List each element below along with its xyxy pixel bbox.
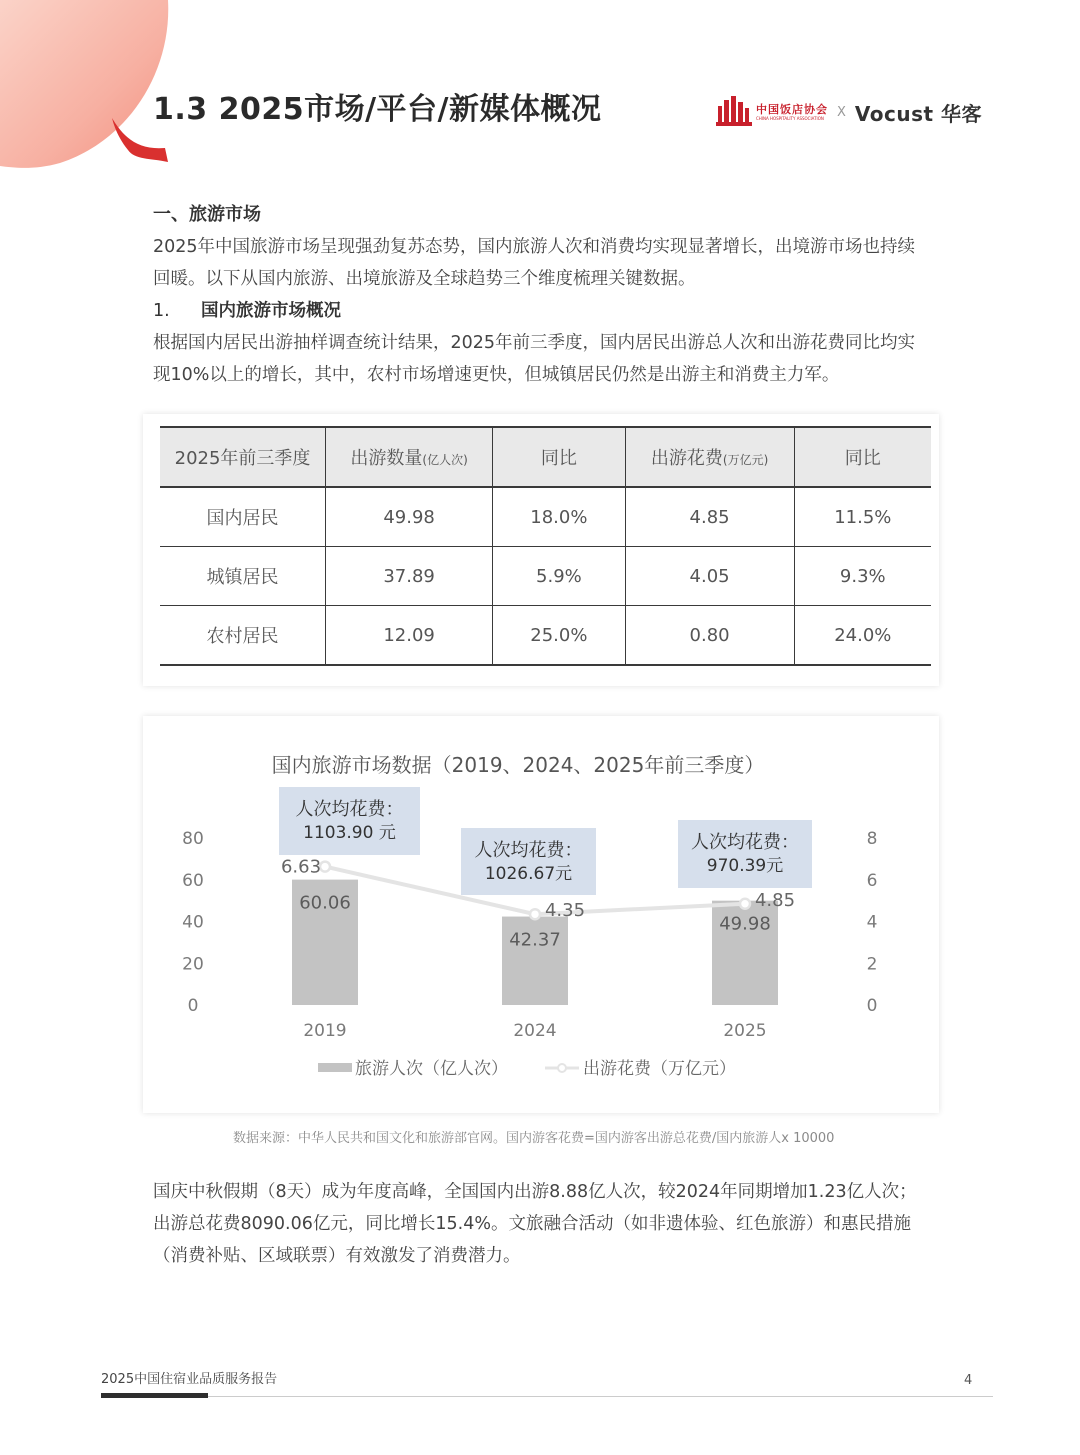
sub-heading-number: 1. (153, 301, 170, 321)
row-spend-yoy: 24.0% (794, 606, 931, 666)
tourism-chart (143, 716, 939, 1113)
chart-title: 国内旅游市场数据（2019、2024、2025年前三季度） (271, 753, 765, 777)
stats-table (160, 426, 931, 666)
x-axis-tick: 2025 (723, 1021, 767, 1041)
row-trips: 37.89 (326, 547, 493, 606)
row-trips: 12.09 (326, 606, 493, 666)
header-trips-yoy: 同比 (493, 427, 625, 487)
row-spend: 4.05 (625, 547, 794, 606)
line-spending-point (320, 862, 330, 872)
market-paragraph: 根据国内居民出游抽样调查统计结果，2025年前三季度，国内居民出游总人次和出游花费同比均实现10%以上的增长，其中，农村市场增速更快，但城镇居民仍然是出游主和消费主力军。 (153, 333, 916, 385)
callout-box (279, 787, 420, 855)
y-axis-left-tick: 20 (182, 954, 204, 975)
row-trips-yoy: 25.0% (493, 606, 625, 666)
y-axis-right-tick: 0 (866, 996, 878, 1016)
page-title: 1.3 2025市场/平台/新媒体概况 (153, 92, 602, 127)
row-trips: 49.98 (326, 487, 493, 547)
cha-logo-english: CHINA HOSPITALITY ASSOCIATION (756, 115, 824, 121)
page-number: 4 (964, 1373, 973, 1388)
row-trips-yoy: 5.9% (493, 547, 625, 606)
line-value-label: 4.35 (544, 900, 586, 922)
row-spend-yoy: 9.3% (794, 547, 931, 606)
row-label: 国内居民 (160, 487, 326, 547)
line-value-label: 4.85 (754, 889, 796, 911)
callout-title: 人次均花费： (474, 840, 583, 861)
table-header-row (160, 427, 931, 487)
line-value-label: 6.63 (280, 856, 322, 878)
closing-paragraph: 国庆中秋假期（8天）成为年度高峰，全国国内出游8.88亿人次，较2024年同期增加1.23亿人次；出游总花费8090.06亿元，同比增长15.4%。文旅融合活动（如非遗体验、红色旅游）和惠民措施（消费补贴、区域联票）有效激发了消费潜力。 (153, 1182, 917, 1266)
y-axis-right-tick: 8 (866, 829, 878, 849)
row-trips-yoy: 18.0% (493, 487, 625, 547)
section-heading: 一、旅游市场 (153, 204, 261, 225)
legend-bar-swatch (318, 1063, 352, 1072)
vocust-logo: Vocust 华客 (854, 101, 983, 126)
bar-value-label: 49.98 (719, 913, 771, 935)
header-spend (625, 427, 794, 487)
header-logos (716, 93, 982, 131)
y-axis-left-tick: 0 (187, 996, 199, 1016)
line-spending-point (740, 899, 750, 909)
source-note: 数据来源：中华人民共和国文化和旅游部官网。国内游客花费=国内游客出游总花费/国内旅游人x 10000 (233, 1131, 835, 1146)
stats-table-card (143, 414, 939, 686)
sub-heading-text: 国内旅游市场概况 (201, 301, 341, 321)
line-spending-point (530, 909, 540, 919)
bar-value-label: 42.37 (509, 929, 561, 951)
header-trips-label: 出游数量 (350, 448, 423, 469)
cha-building-icon (716, 96, 752, 128)
table-row (160, 547, 931, 606)
header-trips (326, 427, 493, 487)
footer-accent-bar (101, 1393, 208, 1398)
y-axis-left-tick: 40 (182, 912, 204, 933)
legend-bar-label: 旅游人次（亿人次） (355, 1059, 508, 1079)
y-axis-left-tick: 60 (182, 870, 204, 891)
table-row (160, 606, 931, 666)
row-label: 城镇居民 (160, 547, 326, 606)
header-spend-unit: (万亿元) (722, 453, 769, 467)
callout-title: 人次均花费： (295, 799, 404, 820)
table-row (160, 487, 931, 547)
header-spend-label: 出游花费 (650, 448, 723, 469)
callout-value: 970.39元 (706, 856, 784, 876)
logo-separator: X (837, 104, 846, 120)
callout-value: 1026.67元 (484, 864, 573, 884)
header-period: 2025年前三季度 (160, 427, 326, 487)
callout-title: 人次均花费： (691, 832, 799, 853)
callout-box (461, 828, 596, 895)
y-axis-right-tick: 4 (866, 912, 878, 933)
legend-line-label: 出游花费（万亿元） (583, 1059, 736, 1079)
y-axis-right-tick: 6 (866, 870, 878, 891)
footer-report-title: 2025中国住宿业品质服务报告 (101, 1372, 278, 1387)
bar-value-label: 60.06 (299, 892, 351, 914)
x-axis-tick: 2024 (513, 1021, 557, 1041)
chart-card (143, 716, 939, 1113)
callout-box (678, 820, 812, 888)
header-spend-yoy: 同比 (794, 427, 931, 487)
cha-logo-name: 中国饭店协会 (756, 102, 828, 116)
sub-heading (153, 296, 341, 326)
intro-paragraph: 2025年中国旅游市场呈现强劲复苏态势，国内旅游人次和消费均实现显著增长，出境游市场也持续回暖。以下从国内旅游、出境旅游及全球趋势三个维度梳理关键数据。 (153, 237, 916, 289)
y-axis-left-tick: 80 (182, 829, 204, 849)
x-axis-tick: 2019 (303, 1021, 347, 1041)
footer-divider (101, 1396, 993, 1397)
corner-decoration (0, 0, 175, 170)
y-axis-right-tick: 2 (866, 954, 878, 975)
header-trips-unit: (亿人次) (422, 453, 468, 467)
callout-value: 1103.90 元 (303, 823, 396, 843)
legend-line-marker (558, 1064, 566, 1072)
row-label: 农村居民 (160, 606, 326, 666)
row-spend: 4.85 (625, 487, 794, 547)
row-spend: 0.80 (625, 606, 794, 666)
row-spend-yoy: 11.5% (794, 487, 931, 547)
